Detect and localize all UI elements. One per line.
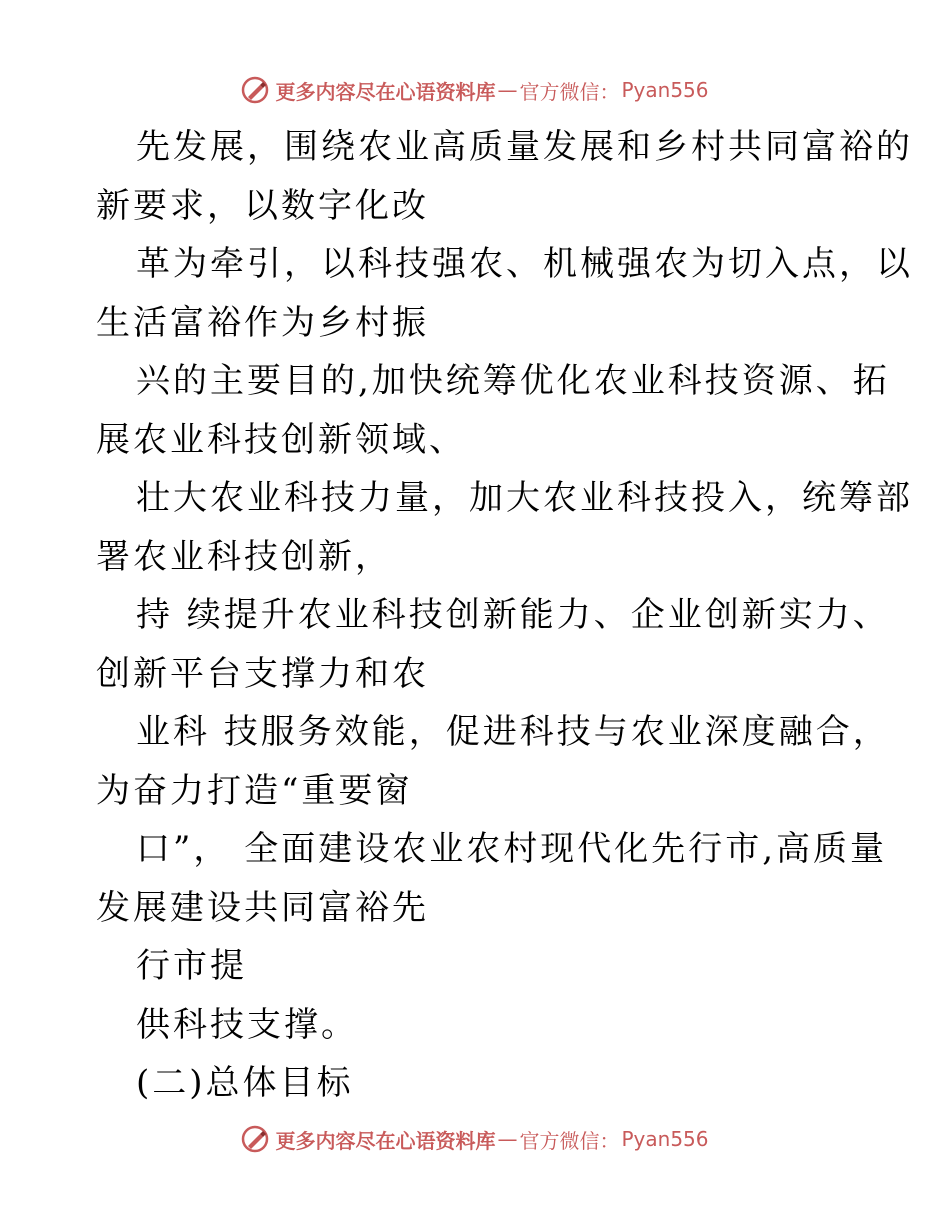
text-line: 先发展，围绕农业高质量发展和乡村共同富裕的: [136, 127, 913, 167]
text-line: 壮大农业科技力量，加大农业科技投入，统筹部: [136, 478, 913, 518]
text-line: 持 续提升农业科技创新能力、企业创新实力、: [136, 595, 890, 635]
footer-watermark: [0, 1121, 950, 1157]
watermark-separator: —: [497, 78, 518, 102]
watermark-site: 更多内容尽在心语资料库: [275, 79, 496, 104]
watermark-separator: —: [497, 1127, 518, 1151]
watermark-site: 更多内容尽在心语资料库: [275, 1128, 496, 1153]
text-line: 署农业科技创新，: [96, 536, 392, 577]
text-line: 供科技支撑。: [136, 1004, 358, 1045]
text-line: 革为牵引，以科技强农、机械强农为切入点，以: [136, 244, 913, 284]
text-line: 兴的主要目的,加快统筹优化农业科技资源、拓: [136, 361, 890, 401]
text-line: 展农业科技创新领域、: [96, 419, 466, 460]
text-line: 生活富裕作为乡村振: [96, 302, 429, 343]
text-line: 创新平台支撑力和农: [96, 653, 429, 694]
text-line: 发展建设共同富裕先: [96, 887, 429, 928]
text-line: 行市提: [136, 946, 247, 986]
header-watermark: [0, 72, 950, 108]
text-line: 口”， 全面建设农业农村现代化先行市,高质量: [136, 829, 887, 869]
pen-logo-icon: [241, 1125, 269, 1153]
watermark-label: 官方微信：: [519, 1128, 620, 1153]
text-line: 为奋力打造“重要窗: [96, 770, 413, 811]
text-line: 新要求，以数字化改: [96, 185, 429, 226]
section-heading: (二)总体目标: [136, 1063, 354, 1103]
watermark-label: 官方微信：: [519, 79, 620, 104]
watermark-wechat-id: Pyan556: [621, 78, 709, 102]
text-line: 业科 技服务效能，促进科技与农业深度融合，: [136, 712, 890, 752]
watermark-wechat-id: Pyan556: [621, 1127, 709, 1151]
pen-logo-icon: [241, 76, 269, 104]
body-text: [96, 118, 913, 1113]
